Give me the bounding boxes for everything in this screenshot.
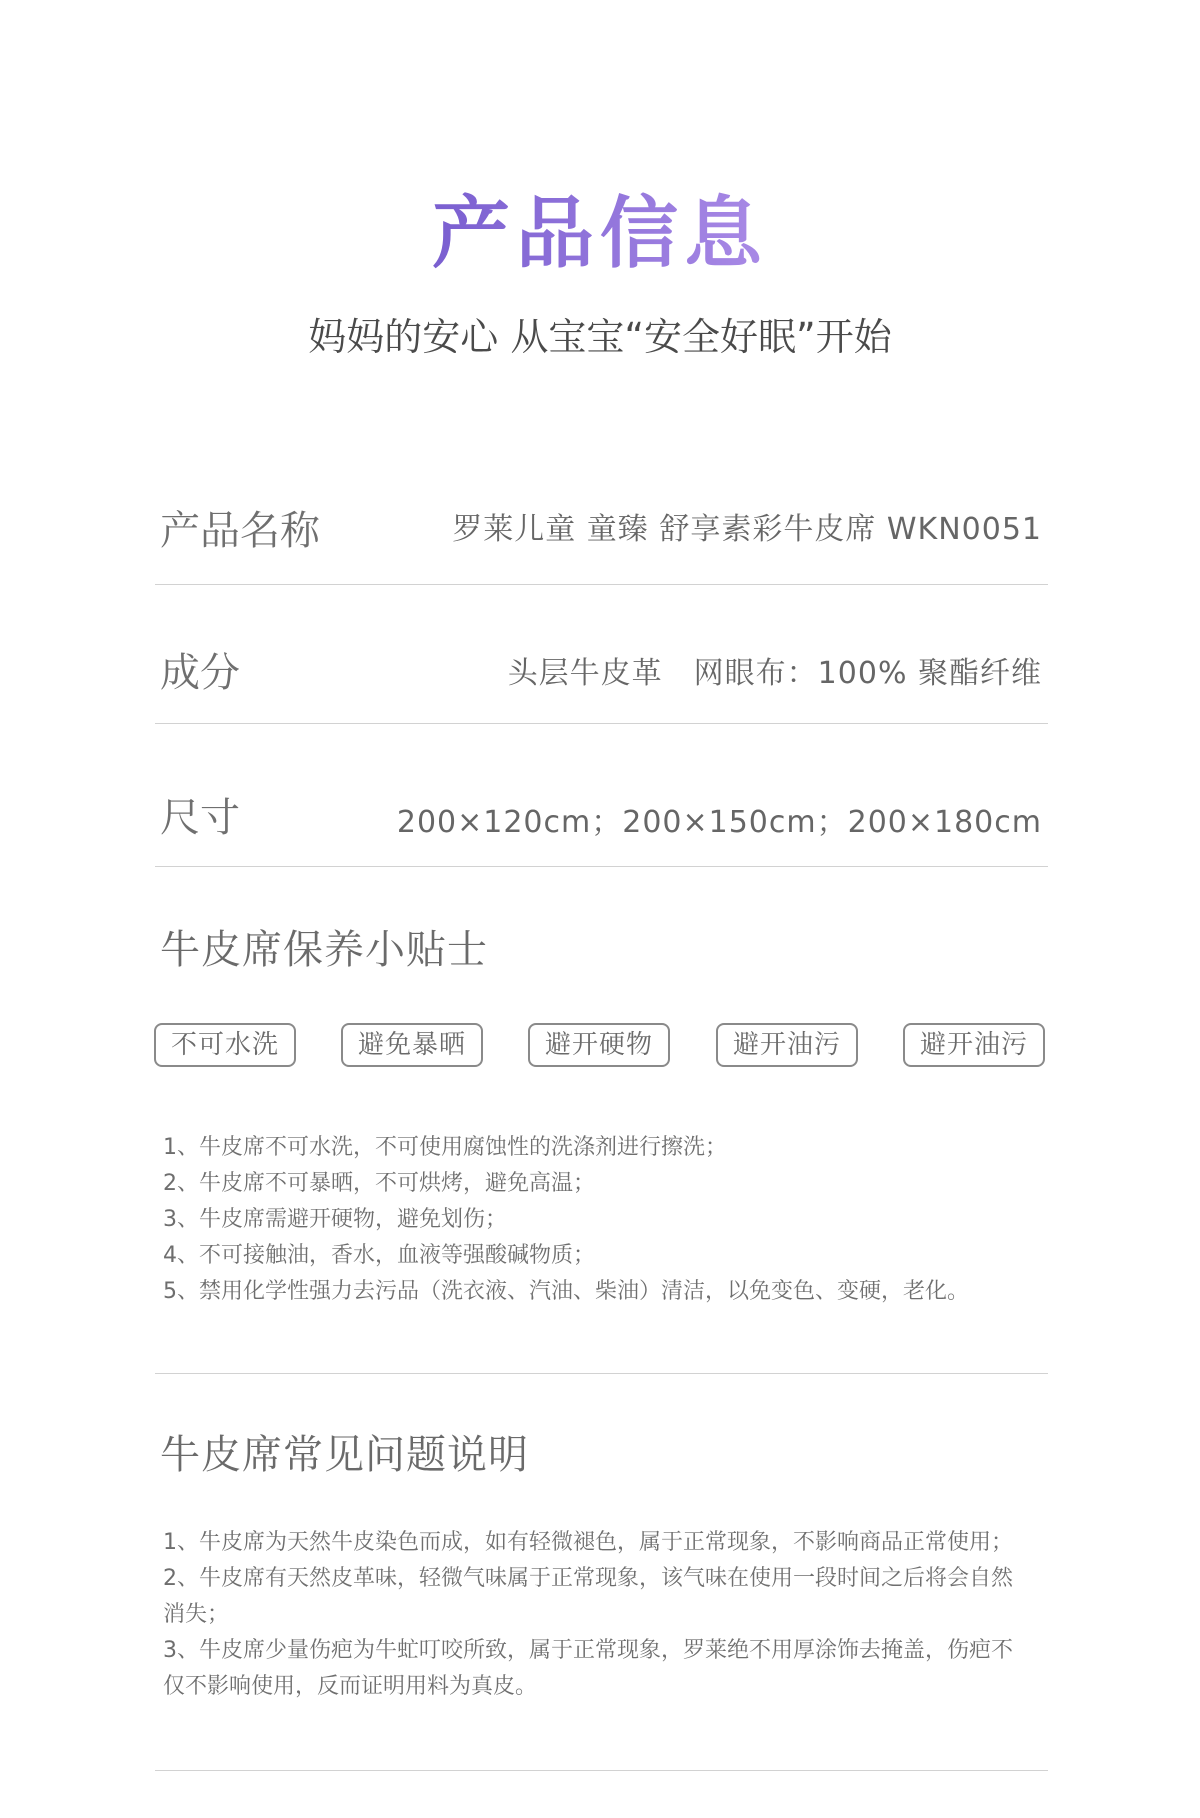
care-tag-avoid-hard-objects: 避开硬物 [528,1023,670,1067]
divider [155,866,1048,867]
care-tip: 3、牛皮席需避开硬物，避免划伤； [163,1207,507,1232]
care-tip: 2、牛皮席不可暴晒，不可烘烤，避免高温； [163,1171,595,1196]
faq-line: 仅不影响使用，反而证明用料为真皮。 [163,1674,538,1699]
faq-line: 1、牛皮席为天然牛皮染色而成，如有轻微褪色，属于正常现象，不影响商品正常使用； [163,1530,1013,1555]
care-tip: 5、禁用化学性强力去污品（洗衣液、汽油、柴油）清洁，以免变色、变硬，老化。 [163,1279,969,1304]
care-tip: 4、不可接触油，香水，血液等强酸碱物质； [163,1243,595,1268]
care-section-title: 牛皮席保养小贴士 [160,927,488,973]
page-title-text: 产品信息 [431,189,769,278]
faq-list [163,1525,1048,1705]
product-name-label: 产品名称 [160,508,320,554]
page-title [0,188,1200,278]
care-tags [154,1023,1047,1067]
care-tip: 1、牛皮席不可水洗，不可使用腐蚀性的洗涤剂进行擦洗； [163,1135,727,1160]
size-value: 200×120cm；200×150cm；200×180cm [396,805,1042,840]
product-name-value: 罗莱儿童 童臻 舒享素彩牛皮席 WKN0051 [452,512,1042,547]
faq-line: 消失； [163,1602,230,1627]
composition-value: 头层牛皮革 网眼布：100% 聚酯纤维 [507,656,1042,691]
size-label: 尺寸 [160,795,240,841]
faq-section-title: 牛皮席常见问题说明 [160,1432,529,1478]
divider [155,723,1048,724]
care-tag-avoid-oil: 避开油污 [716,1023,858,1067]
care-tag-no-wash: 不可水洗 [154,1023,296,1067]
care-tag-avoid-oil-2: 避开油污 [903,1023,1045,1067]
care-tag-avoid-sun: 避免暴晒 [341,1023,483,1067]
faq-line: 3、牛皮席少量伤疤为牛虻叮咬所致，属于正常现象，罗莱绝不用厚涂饰去掩盖，伤疤不 [163,1638,1013,1663]
divider [155,1770,1048,1771]
divider [155,1373,1048,1374]
divider [155,584,1048,585]
composition-label: 成分 [160,650,240,696]
page-subtitle: 妈妈的安心 从宝宝“安全好眠”开始 [308,315,892,359]
faq-line: 2、牛皮席有天然皮革味，轻微气味属于正常现象，该气味在使用一段时间之后将会自然 [163,1566,1013,1591]
care-tips-list [163,1130,1048,1310]
page-title-graphic [0,188,1200,278]
